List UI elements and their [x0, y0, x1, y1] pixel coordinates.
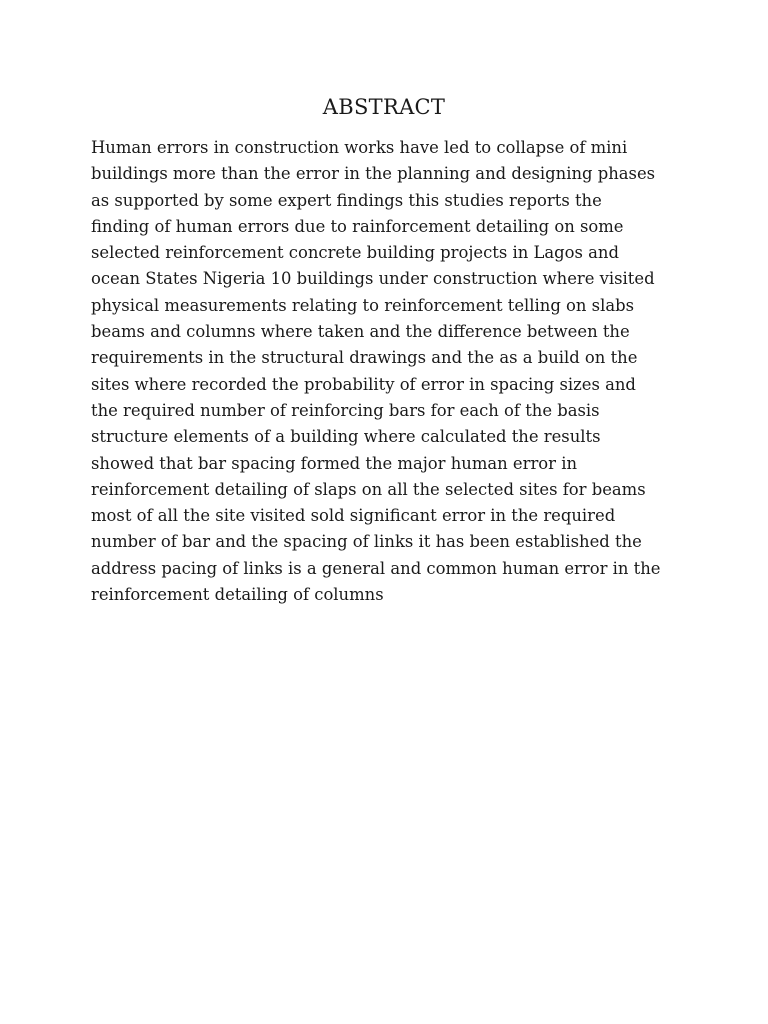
paragraph-line: address pacing of links is a general and common human error in the	[91, 558, 661, 578]
abstract-heading: ABSTRACT	[322, 95, 446, 119]
paragraph-line: structure elements of a building where calculated the results	[91, 427, 601, 447]
paragraph-line: as supported by some expert findings this studies reports the	[91, 190, 602, 210]
paragraph-line: beams and columns where taken and the difference between the	[91, 322, 630, 342]
paragraph-line: Human errors in construction works have led to collapse of mini	[91, 138, 628, 157]
paragraph-line: number of bar and the spacing of links it has been established the	[91, 532, 642, 552]
abstract-paragraph	[91, 135, 691, 608]
paragraph-line: the required number of reinforcing bars for each of the basis	[91, 400, 600, 420]
paragraph-line: finding of human errors due to rainforcement detailing on some	[91, 216, 624, 236]
paragraph-line: reinforcement detailing of slaps on all the selected sites for beams	[91, 479, 646, 499]
paragraph-line: selected reinforcement concrete building projects in Lagos and	[91, 243, 619, 263]
paragraph-line: sites where recorded the probability of error in spacing sizes and	[91, 374, 636, 394]
paragraph-line: physical measurements relating to reinforcement telling on slabs	[91, 295, 635, 315]
paragraph-line: showed that bar spacing formed the major human error in	[91, 453, 577, 473]
paragraph-line: ocean States Nigeria 10 buildings under construction where visited	[91, 269, 655, 289]
paragraph-line: reinforcement detailing of columns	[91, 585, 384, 605]
paragraph-line: buildings more than the error in the planning and designing phases	[91, 164, 656, 184]
paragraph-line: most of all the site visited sold significant error in the required	[91, 506, 616, 526]
paragraph-line: requirements in the structural drawings and the as a build on the	[91, 348, 638, 368]
